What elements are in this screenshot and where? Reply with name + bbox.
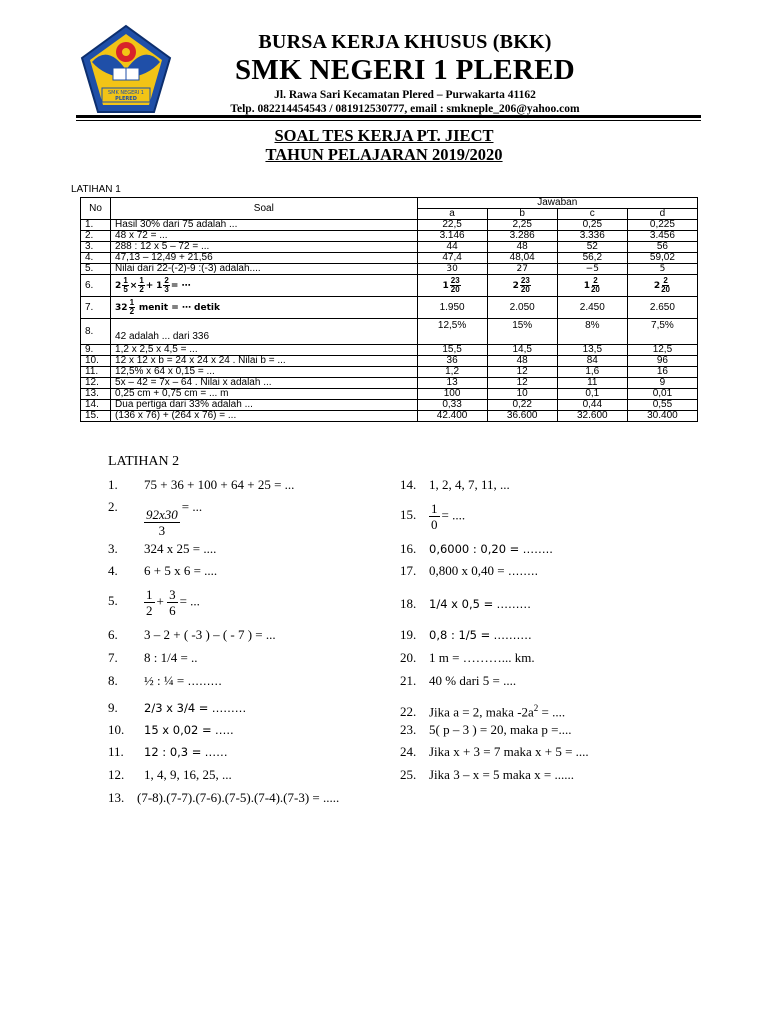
- table-row: [81, 319, 698, 345]
- answer-c: 56,2: [557, 253, 627, 264]
- answer-b: 12: [487, 367, 557, 378]
- answer-c: 32.600: [557, 411, 627, 422]
- answer-d: 7,5%: [627, 319, 697, 345]
- question-21: 21. 40 % dari 5 = ....: [400, 673, 517, 688]
- answer-d: 56: [627, 242, 697, 253]
- table-row: [81, 264, 698, 275]
- fraction: $\frac{1}{5}$: [123, 276, 128, 294]
- fraction: $\frac{3}{6}$: [169, 587, 176, 618]
- answer-b: 3.286: [487, 231, 557, 242]
- question-2: 2. $\frac{92x30}{3}$ = ...: [108, 499, 203, 538]
- question-8: 8. ½ : ¼ = ………: [108, 673, 222, 688]
- question-6: 6. 3 – 2 + ( -3 ) – ( - 7 ) = ...: [108, 627, 276, 642]
- question-16: 16. 0,6000 : 0,20 = ……..: [400, 541, 553, 556]
- table-row: [81, 242, 698, 253]
- header-b: b: [487, 209, 557, 220]
- answer-b: 27: [487, 264, 557, 275]
- header-jawaban: Jawaban: [417, 198, 697, 209]
- letterhead-line-1: BURSA KERJA KHUSUS (BKK): [258, 31, 552, 53]
- exercise-2-label: LATIHAN 2: [108, 454, 180, 469]
- table-row: [81, 297, 698, 319]
- row-no: 10.: [81, 356, 111, 367]
- row-soal: Dua pertiga dari 33% adalah ...: [111, 400, 417, 411]
- letterhead: [180, 30, 630, 116]
- logo-text-top: SMK NEGERI 1: [107, 90, 145, 96]
- row-no: 2.: [81, 231, 111, 242]
- answer-a: 13: [417, 378, 487, 389]
- question-11: 11. 12 : 0,3 = ……: [108, 744, 228, 759]
- answer-c: 13,5: [557, 345, 627, 356]
- row-no: 14.: [81, 400, 111, 411]
- question-15: 15. $\frac{1}{0}$ = ....: [400, 501, 466, 532]
- exercise-1-table: [80, 197, 698, 422]
- fraction: $\frac{92x30}{3}$: [146, 507, 178, 538]
- fraction: $\frac{1}{2}$: [139, 276, 144, 294]
- answer-a: 1.950: [417, 297, 487, 319]
- equals-ellipsis: = ⋯: [170, 281, 191, 292]
- answer-b: 2.050: [487, 297, 557, 319]
- logo-text-bottom: PLERED: [115, 96, 137, 102]
- table-row: [81, 411, 698, 422]
- document-title: [0, 126, 768, 164]
- row-no: 7.: [81, 297, 111, 319]
- row-soal: 12,5% x 64 x 0,15 = ...: [111, 367, 417, 378]
- row-no: 1.: [81, 220, 111, 231]
- answer-a: 12,5%: [417, 319, 487, 345]
- row-soal: (136 x 76) + (264 x 76) = ...: [111, 411, 417, 422]
- answer-b: 15%: [487, 319, 557, 345]
- title-line-1: SOAL TES KERJA PT. JIECT: [274, 126, 494, 145]
- answer-c: 84: [557, 356, 627, 367]
- row-soal: Hasil 30% dari 75 adalah ...: [111, 220, 417, 231]
- answer-c: −5: [557, 264, 627, 275]
- answer-c: 52: [557, 242, 627, 253]
- answer-c: 2.450: [557, 297, 627, 319]
- mixed-whole: 32: [115, 303, 128, 314]
- row-soal: 48 x 72 = ...: [111, 231, 417, 242]
- row-no: 8.: [81, 319, 111, 345]
- fraction: $\frac{1}{2}$: [146, 587, 153, 618]
- question-25: 25. Jika 3 – x = 5 maka x = ......: [400, 767, 575, 782]
- row-soal: 5x – 42 = 7x – 64 . Nilai x adalah ...: [111, 378, 417, 389]
- row-soal: 42 adalah ... dari 336: [111, 319, 417, 345]
- answer-b: 12: [487, 378, 557, 389]
- header-rule-thin: [76, 120, 701, 121]
- row-no: 13.: [81, 389, 111, 400]
- row-no: 6.: [81, 275, 111, 297]
- question-13: 13. (7-8).(7-7).(7-6).(7-5).(7-4).(7-3) = .....: [108, 790, 340, 805]
- answer-c: 1,6: [557, 367, 627, 378]
- table-row: [81, 367, 698, 378]
- answer-c: 0,44: [557, 400, 627, 411]
- question-24: 24. Jika x + 3 = 7 maka x + 5 = ....: [400, 744, 589, 759]
- answer-c: 0,25: [557, 220, 627, 231]
- answer-d: 12,5: [627, 345, 697, 356]
- table-row: [81, 220, 698, 231]
- row-soal: 288 : 12 x 5 – 72 = ...: [111, 242, 417, 253]
- answer-b: 14,5: [487, 345, 557, 356]
- answer-d: 0,55: [627, 400, 697, 411]
- question-tail: menit = ⋯ detik: [138, 303, 220, 314]
- header-rule-thick: [76, 115, 701, 118]
- row-no: 3.: [81, 242, 111, 253]
- table-row: [81, 345, 698, 356]
- answer-d: 9: [627, 378, 697, 389]
- operator: ×: [129, 281, 138, 292]
- answer-b: 10: [487, 389, 557, 400]
- table-row: [81, 356, 698, 367]
- header-no: No: [81, 198, 111, 220]
- answer-b: 2 $\frac{23}{20}$: [487, 275, 557, 297]
- question-14: 14. 1, 2, 4, 7, 11, ...: [400, 477, 510, 492]
- question-19: 19. 0,8 : 1/5 = ……….: [400, 627, 532, 642]
- header-soal: Soal: [111, 198, 417, 220]
- fraction: $\frac{1}{0}$: [431, 501, 438, 532]
- question-12: 12. 1, 4, 9, 16, 25, ...: [108, 767, 232, 782]
- school-contact: Telp. 082214454543 / 081912530777, email : smkneple_206@yahoo.com: [230, 103, 580, 115]
- answer-a: 1,2: [417, 367, 487, 378]
- mixed-whole: 1: [156, 281, 163, 292]
- answer-d: 5: [627, 264, 697, 275]
- header-c: c: [557, 209, 627, 220]
- row-soal: 1,2 x 2,5 x 4,5 = ...: [111, 345, 417, 356]
- answer-a: 36: [417, 356, 487, 367]
- table-row: [81, 231, 698, 242]
- question-9: 9. 2/3 x 3/4 = ………: [108, 700, 247, 715]
- header-a: a: [417, 209, 487, 220]
- answer-b: 48: [487, 242, 557, 253]
- answer-a: 100: [417, 389, 487, 400]
- table-row: [81, 253, 698, 264]
- answer-a: 22,5: [417, 220, 487, 231]
- answer-b: 48,04: [487, 253, 557, 264]
- row-soal: [111, 275, 417, 297]
- question-1: 1. 75 + 36 + 100 + 64 + 25 = ...: [108, 477, 295, 492]
- answer-a: 30: [417, 264, 487, 275]
- answer-a: 1 $\frac{23}{20}$: [417, 275, 487, 297]
- table-row: [81, 378, 698, 389]
- answer-b: 48: [487, 356, 557, 367]
- school-logo: [78, 24, 174, 116]
- fraction: $\frac{2}{3}$: [164, 276, 169, 294]
- question-20: 20. 1 m = ………... km.: [400, 650, 535, 665]
- question-10: 10. 15 x 0,02 = …..: [108, 722, 234, 737]
- answer-d: 16: [627, 367, 697, 378]
- answer-b: 36.600: [487, 411, 557, 422]
- question-5: 5. $\frac{1}{2}$ + $\frac{3}{6}$ = ...: [108, 587, 200, 618]
- school-address: Jl. Rawa Sari Kecamatan Plered – Purwakarta 41162: [274, 89, 536, 101]
- row-no: 15.: [81, 411, 111, 422]
- answer-d: 2.650: [627, 297, 697, 319]
- question-3: 3. 324 x 25 = ....: [108, 541, 217, 556]
- mixed-whole: 2: [115, 281, 122, 292]
- header-d: d: [627, 209, 697, 220]
- row-soal: [111, 297, 417, 319]
- question-18: 18. 1/4 x 0,5 = ………: [400, 596, 531, 611]
- row-no: 11.: [81, 367, 111, 378]
- fraction: $\frac{1}{2}$: [129, 298, 135, 316]
- answer-a: 42.400: [417, 411, 487, 422]
- answer-c: 1 $\frac{2}{20}$: [557, 275, 627, 297]
- question-4: 4. 6 + 5 x 6 = ....: [108, 563, 218, 578]
- title-line-2: TAHUN PELAJARAN 2019/2020: [265, 145, 503, 164]
- question-22: 22. Jika a = 2, maka $-2a^2$ = ....: [400, 703, 566, 720]
- row-soal: 12 x 12 x b = 24 x 24 x 24 . Nilai b = ...: [111, 356, 417, 367]
- answer-d: 96: [627, 356, 697, 367]
- question-7: 7. 8 : 1/4 = ..: [108, 650, 198, 665]
- answer-d: 0,01: [627, 389, 697, 400]
- answer-d: 30.400: [627, 411, 697, 422]
- table-row: [81, 389, 698, 400]
- row-no: 5.: [81, 264, 111, 275]
- operator: +: [145, 281, 154, 292]
- question-23: 23. 5( p – 3 ) = 20, maka p =....: [400, 722, 572, 737]
- table-row: [81, 275, 698, 297]
- answer-b: 0,22: [487, 400, 557, 411]
- answer-b: 2,25: [487, 220, 557, 231]
- answer-c: 3.336: [557, 231, 627, 242]
- row-soal: 47,13 – 12,49 + 21,56: [111, 253, 417, 264]
- answer-a: 15,5: [417, 345, 487, 356]
- answer-a: 47,4: [417, 253, 487, 264]
- answer-c: 0,1: [557, 389, 627, 400]
- school-name: SMK NEGERI 1 PLERED: [234, 54, 576, 86]
- answer-d: 59,02: [627, 253, 697, 264]
- question-17: 17. 0,800 x 0,40 = ……..: [400, 563, 539, 578]
- answer-a: 44: [417, 242, 487, 253]
- answer-a: 0,33: [417, 400, 487, 411]
- answer-c: 8%: [557, 319, 627, 345]
- table-row: [81, 400, 698, 411]
- answer-d: 0,225: [627, 220, 697, 231]
- row-soal: Nilai dari 22-(-2)-9 :(-3) adalah....: [111, 264, 417, 275]
- row-no: 12.: [81, 378, 111, 389]
- answer-d: 2 $\frac{2}{20}$: [627, 275, 697, 297]
- answer-a: 3.146: [417, 231, 487, 242]
- answer-d: 3.456: [627, 231, 697, 242]
- row-no: 4.: [81, 253, 111, 264]
- row-no: 9.: [81, 345, 111, 356]
- exercise-1-label: LATIHAN 1: [71, 184, 121, 195]
- answer-c: 11: [557, 378, 627, 389]
- row-soal: 0,25 cm + 0,75 cm = ... m: [111, 389, 417, 400]
